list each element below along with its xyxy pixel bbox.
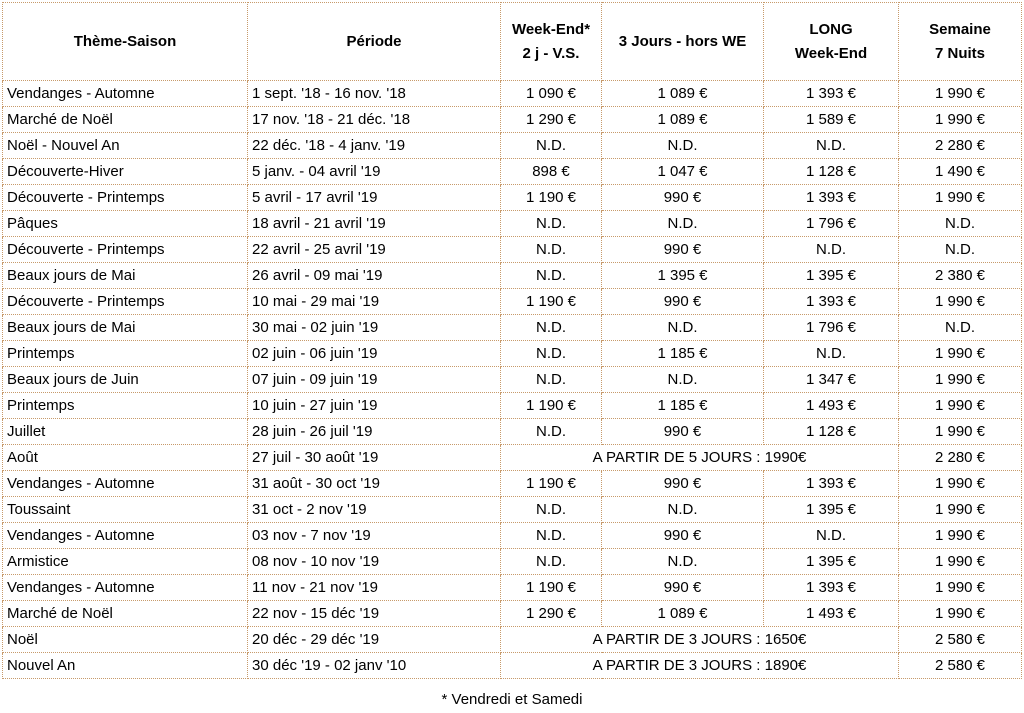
theme-cell: Marché de Noël: [3, 107, 248, 133]
theme-cell: Pâques: [3, 211, 248, 237]
periode-cell: 10 juin - 27 juin '19: [248, 393, 501, 419]
trois-jours-price-cell: 990 €: [602, 523, 764, 549]
trois-jours-price-cell: 990 €: [602, 237, 764, 263]
table-row: [3, 263, 1022, 289]
periode-cell: 07 juin - 09 juin '19: [248, 367, 501, 393]
header-long-line1: LONG: [809, 20, 853, 38]
weekend-price-cell: 898 €: [501, 159, 602, 185]
theme-cell: Noël - Nouvel An: [3, 133, 248, 159]
long-weekend-price-cell: 1 347 €: [764, 367, 899, 393]
weekend-price-cell: 1 290 €: [501, 107, 602, 133]
header-theme: Thème-Saison: [3, 3, 248, 81]
periode-cell: 26 avril - 09 mai '19: [248, 263, 501, 289]
weekend-price-cell: 1 190 €: [501, 471, 602, 497]
semaine-price-cell: 2 380 €: [899, 263, 1022, 289]
periode-cell: 31 oct - 2 nov '19: [248, 497, 501, 523]
semaine-price-cell: N.D.: [899, 211, 1022, 237]
long-weekend-price-cell: 1 393 €: [764, 289, 899, 315]
long-weekend-price-cell: 1 128 €: [764, 159, 899, 185]
semaine-price-cell: N.D.: [899, 237, 1022, 263]
theme-cell: Armistice: [3, 549, 248, 575]
table-row: [3, 601, 1022, 627]
periode-cell: 5 avril - 17 avril '19: [248, 185, 501, 211]
weekend-price-cell: N.D.: [501, 367, 602, 393]
table-row: [3, 315, 1022, 341]
header-weekend: [501, 3, 602, 81]
periode-cell: 28 juin - 26 juil '19: [248, 419, 501, 445]
periode-cell: 17 nov. '18 - 21 déc. '18: [248, 107, 501, 133]
table-row: [3, 393, 1022, 419]
weekend-price-cell: N.D.: [501, 549, 602, 575]
long-weekend-price-cell: 1 796 €: [764, 211, 899, 237]
semaine-price-cell: 1 990 €: [899, 81, 1022, 107]
theme-cell: Découverte - Printemps: [3, 289, 248, 315]
merged-price-cell: A PARTIR DE 3 JOURS : 1650€: [501, 627, 899, 653]
trois-jours-price-cell: 990 €: [602, 471, 764, 497]
table-row: [3, 419, 1022, 445]
long-weekend-price-cell: 1 393 €: [764, 575, 899, 601]
header-trois-jours: 3 Jours - hors WE: [602, 3, 764, 81]
periode-cell: 11 nov - 21 nov '19: [248, 575, 501, 601]
trois-jours-price-cell: 1 185 €: [602, 341, 764, 367]
trois-jours-price-cell: N.D.: [602, 549, 764, 575]
trois-jours-price-cell: 990 €: [602, 185, 764, 211]
theme-cell: Juillet: [3, 419, 248, 445]
table-row: [3, 445, 1022, 471]
table-header-row: [3, 3, 1022, 81]
semaine-price-cell: 1 990 €: [899, 575, 1022, 601]
long-weekend-price-cell: 1 393 €: [764, 471, 899, 497]
table-row: [3, 159, 1022, 185]
trois-jours-price-cell: 990 €: [602, 575, 764, 601]
semaine-price-cell: 2 580 €: [899, 627, 1022, 653]
semaine-price-cell: 1 490 €: [899, 159, 1022, 185]
semaine-price-cell: 1 990 €: [899, 601, 1022, 627]
trois-jours-price-cell: 990 €: [602, 289, 764, 315]
periode-cell: 22 avril - 25 avril '19: [248, 237, 501, 263]
long-weekend-price-cell: N.D.: [764, 523, 899, 549]
periode-cell: 1 sept. '18 - 16 nov. '18: [248, 81, 501, 107]
table-row: [3, 653, 1022, 679]
long-weekend-price-cell: 1 796 €: [764, 315, 899, 341]
semaine-price-cell: N.D.: [899, 315, 1022, 341]
table-row: [3, 627, 1022, 653]
trois-jours-price-cell: N.D.: [602, 497, 764, 523]
table-row: [3, 211, 1022, 237]
periode-cell: 18 avril - 21 avril '19: [248, 211, 501, 237]
semaine-price-cell: 1 990 €: [899, 341, 1022, 367]
trois-jours-price-cell: 1 185 €: [602, 393, 764, 419]
long-weekend-price-cell: 1 589 €: [764, 107, 899, 133]
trois-jours-price-cell: N.D.: [602, 315, 764, 341]
weekend-price-cell: N.D.: [501, 237, 602, 263]
weekend-price-cell: 1 190 €: [501, 575, 602, 601]
theme-cell: Août: [3, 445, 248, 471]
pricing-table: [2, 2, 1022, 679]
theme-cell: Découverte - Printemps: [3, 185, 248, 211]
header-semaine: [899, 3, 1022, 81]
weekend-price-cell: 1 190 €: [501, 393, 602, 419]
trois-jours-price-cell: 1 047 €: [602, 159, 764, 185]
weekend-price-cell: N.D.: [501, 315, 602, 341]
semaine-price-cell: 2 280 €: [899, 445, 1022, 471]
header-long-weekend: [764, 3, 899, 81]
periode-cell: 10 mai - 29 mai '19: [248, 289, 501, 315]
header-weekend-line2: 2 j - V.S.: [522, 44, 580, 62]
table-row: [3, 237, 1022, 263]
long-weekend-price-cell: 1 393 €: [764, 185, 899, 211]
footnote: * Vendredi et Samedi: [441, 691, 583, 708]
theme-cell: Beaux jours de Mai: [3, 315, 248, 341]
theme-cell: Beaux jours de Juin: [3, 367, 248, 393]
trois-jours-price-cell: 1 395 €: [602, 263, 764, 289]
table-row: [3, 523, 1022, 549]
header-semaine-line1: Semaine: [929, 20, 991, 38]
weekend-price-cell: 1 290 €: [501, 601, 602, 627]
semaine-price-cell: 1 990 €: [899, 523, 1022, 549]
long-weekend-price-cell: N.D.: [764, 237, 899, 263]
periode-cell: 31 août - 30 oct '19: [248, 471, 501, 497]
weekend-price-cell: N.D.: [501, 133, 602, 159]
long-weekend-price-cell: 1 393 €: [764, 81, 899, 107]
theme-cell: Printemps: [3, 341, 248, 367]
theme-cell: Découverte - Printemps: [3, 237, 248, 263]
periode-cell: 02 juin - 06 juin '19: [248, 341, 501, 367]
long-weekend-price-cell: N.D.: [764, 133, 899, 159]
table-row: [3, 289, 1022, 315]
table-row: [3, 133, 1022, 159]
table-row: [3, 367, 1022, 393]
theme-cell: Toussaint: [3, 497, 248, 523]
header-semaine-line2: 7 Nuits: [934, 44, 985, 62]
header-periode: Période: [248, 3, 501, 81]
trois-jours-price-cell: N.D.: [602, 367, 764, 393]
long-weekend-price-cell: 1 493 €: [764, 393, 899, 419]
semaine-price-cell: 1 990 €: [899, 107, 1022, 133]
semaine-price-cell: 1 990 €: [899, 393, 1022, 419]
semaine-price-cell: 1 990 €: [899, 289, 1022, 315]
theme-cell: Découverte-Hiver: [3, 159, 248, 185]
long-weekend-price-cell: 1 395 €: [764, 263, 899, 289]
table-row: [3, 471, 1022, 497]
table-body: [3, 81, 1022, 679]
trois-jours-price-cell: N.D.: [602, 211, 764, 237]
trois-jours-price-cell: 1 089 €: [602, 81, 764, 107]
semaine-price-cell: 1 990 €: [899, 419, 1022, 445]
table-row: [3, 575, 1022, 601]
merged-price-cell: A PARTIR DE 3 JOURS : 1890€: [501, 653, 899, 679]
long-weekend-price-cell: 1 395 €: [764, 497, 899, 523]
table-row: [3, 497, 1022, 523]
weekend-price-cell: 1 190 €: [501, 185, 602, 211]
theme-cell: Noël: [3, 627, 248, 653]
semaine-price-cell: 2 280 €: [899, 133, 1022, 159]
theme-cell: Nouvel An: [3, 653, 248, 679]
theme-cell: Beaux jours de Mai: [3, 263, 248, 289]
weekend-price-cell: 1 090 €: [501, 81, 602, 107]
theme-cell: Marché de Noël: [3, 601, 248, 627]
theme-cell: Vendanges - Automne: [3, 81, 248, 107]
semaine-price-cell: 2 580 €: [899, 653, 1022, 679]
theme-cell: Vendanges - Automne: [3, 575, 248, 601]
long-weekend-price-cell: 1 493 €: [764, 601, 899, 627]
table-row: [3, 185, 1022, 211]
table-row: [3, 549, 1022, 575]
theme-cell: Printemps: [3, 393, 248, 419]
merged-price-cell: A PARTIR DE 5 JOURS : 1990€: [501, 445, 899, 471]
long-weekend-price-cell: N.D.: [764, 341, 899, 367]
header-long-line2: Week-End: [794, 44, 868, 62]
weekend-price-cell: N.D.: [501, 497, 602, 523]
weekend-price-cell: N.D.: [501, 211, 602, 237]
theme-cell: Vendanges - Automne: [3, 523, 248, 549]
periode-cell: 27 juil - 30 août '19: [248, 445, 501, 471]
trois-jours-price-cell: 990 €: [602, 419, 764, 445]
weekend-price-cell: N.D.: [501, 341, 602, 367]
periode-cell: 30 mai - 02 juin '19: [248, 315, 501, 341]
theme-cell: Vendanges - Automne: [3, 471, 248, 497]
trois-jours-price-cell: 1 089 €: [602, 107, 764, 133]
table-row: [3, 81, 1022, 107]
trois-jours-price-cell: N.D.: [602, 133, 764, 159]
periode-cell: 5 janv. - 04 avril '19: [248, 159, 501, 185]
periode-cell: 22 nov - 15 déc '19: [248, 601, 501, 627]
periode-cell: 08 nov - 10 nov '19: [248, 549, 501, 575]
table-row: [3, 341, 1022, 367]
weekend-price-cell: 1 190 €: [501, 289, 602, 315]
pricing-table-container: [2, 2, 1022, 679]
periode-cell: 20 déc - 29 déc '19: [248, 627, 501, 653]
semaine-price-cell: 1 990 €: [899, 549, 1022, 575]
periode-cell: 30 déc '19 - 02 janv '10: [248, 653, 501, 679]
semaine-price-cell: 1 990 €: [899, 497, 1022, 523]
long-weekend-price-cell: 1 128 €: [764, 419, 899, 445]
weekend-price-cell: N.D.: [501, 523, 602, 549]
semaine-price-cell: 1 990 €: [899, 367, 1022, 393]
weekend-price-cell: N.D.: [501, 263, 602, 289]
trois-jours-price-cell: 1 089 €: [602, 601, 764, 627]
periode-cell: 22 déc. '18 - 4 janv. '19: [248, 133, 501, 159]
periode-cell: 03 nov - 7 nov '19: [248, 523, 501, 549]
table-row: [3, 107, 1022, 133]
long-weekend-price-cell: 1 395 €: [764, 549, 899, 575]
semaine-price-cell: 1 990 €: [899, 471, 1022, 497]
header-weekend-line1: Week-End*: [511, 20, 591, 38]
weekend-price-cell: N.D.: [501, 419, 602, 445]
semaine-price-cell: 1 990 €: [899, 185, 1022, 211]
